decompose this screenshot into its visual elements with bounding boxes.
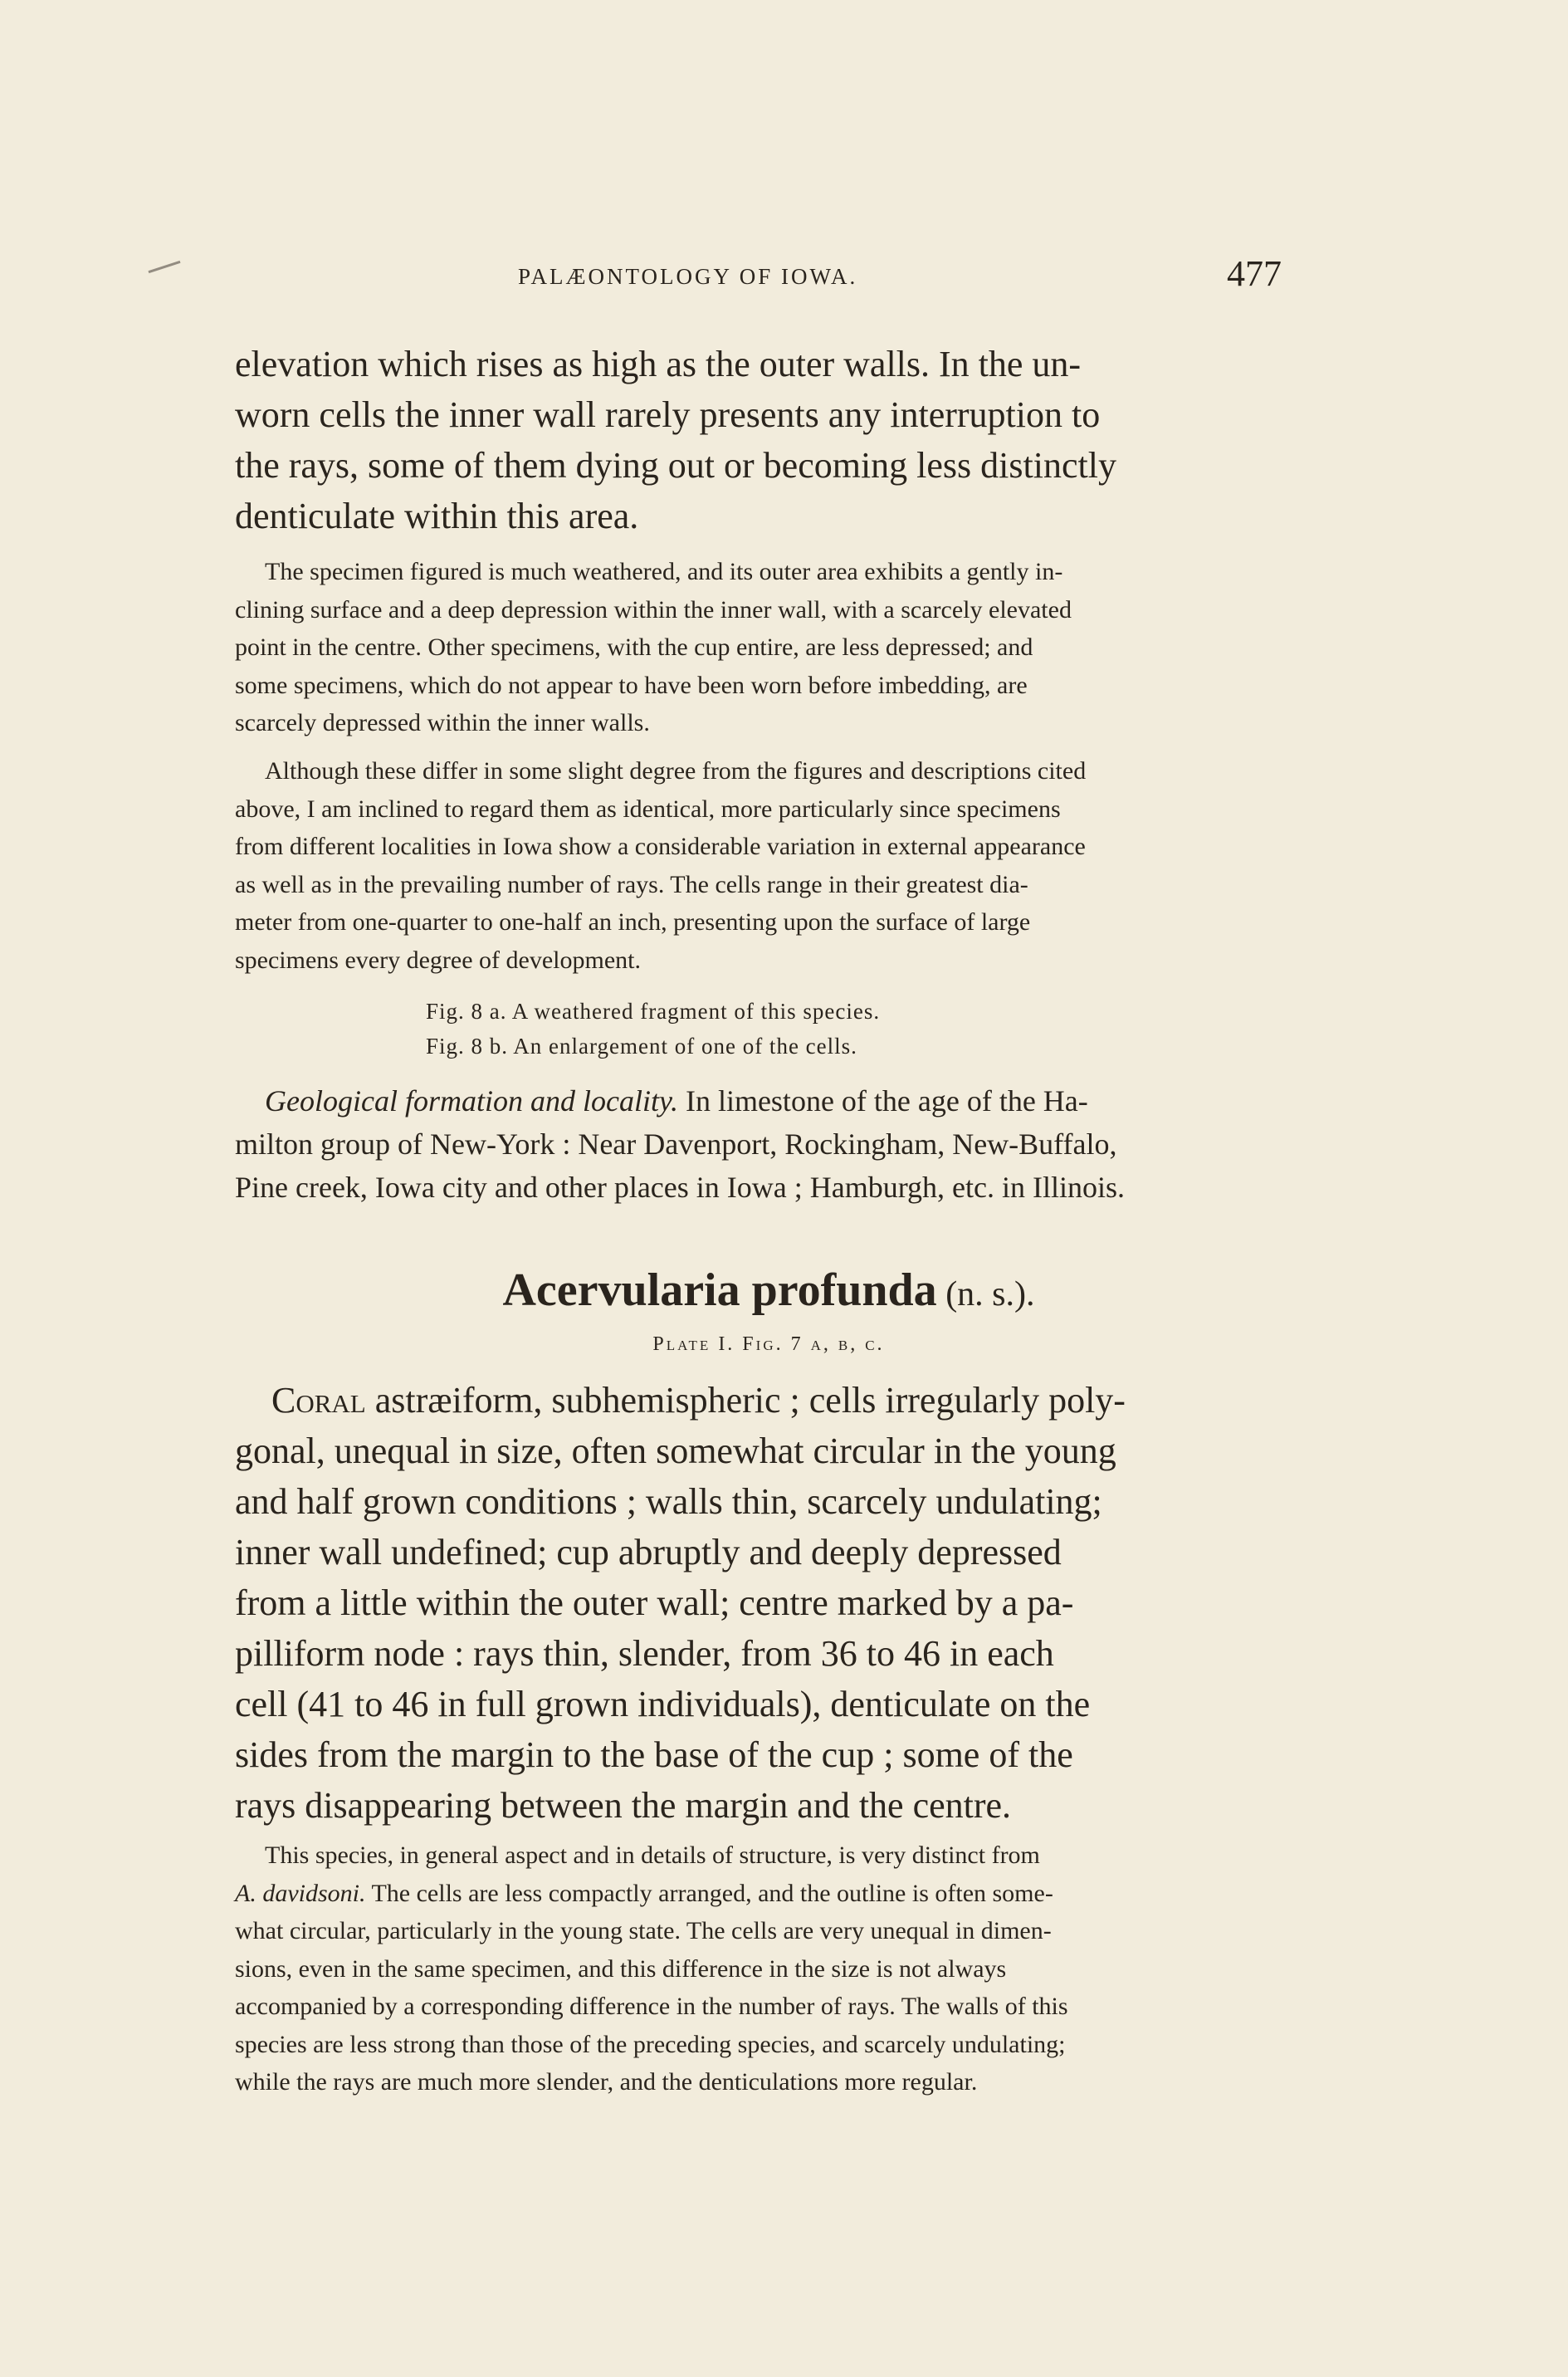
text-line	[235, 1079, 1302, 1122]
specimen-paragraph	[235, 553, 1302, 742]
text-line: Although these differ in some slight degree from the figures and descriptions cited	[265, 757, 1087, 785]
text-line: pilliform node : rays thin, slender, from 36 to 46 in each	[235, 1633, 1054, 1674]
text-line: sions, even in the same specimen, and this difference in the size is not always	[235, 1954, 1007, 1983]
text-line	[235, 1375, 1302, 1426]
figure-caption-a: Fig. 8 a. A weathered fragment of this species.	[426, 999, 881, 1024]
text-line: some specimens, which do not appear to have been worn before imbedding, are	[235, 671, 1028, 699]
text-line: cell (41 to 46 in full grown individuals), denticulate on the	[235, 1684, 1091, 1724]
page-number: 477	[1227, 253, 1282, 294]
text-line: sides from the margin to the base of the cup ; some of the	[235, 1734, 1073, 1775]
geology-line-rest: In limestone of the age of the Ha-	[677, 1084, 1088, 1118]
geology-label: Geological formation and locality.	[265, 1084, 678, 1118]
species-name: Acervularia profunda	[502, 1264, 937, 1316]
running-header	[0, 253, 1568, 307]
text-line: what circular, particularly in the young state. The cells are very unequal in dimen-	[235, 1917, 1052, 1944]
species-suffix: (n. s.).	[936, 1275, 1035, 1313]
text-line: inner wall undefined; cup abruptly and deeply depressed	[235, 1532, 1062, 1572]
text-line	[235, 1875, 1302, 1913]
text-line: as well as in the prevailing number of rays. The cells range in their greatest dia-	[235, 870, 1028, 898]
text-line: denticulate within this area.	[235, 496, 639, 536]
text-line: milton group of New-York : Near Davenport, Rockingham, New-Buffalo,	[235, 1127, 1117, 1161]
species-reference: A. davidsoni.	[235, 1879, 366, 1907]
species-description	[235, 1375, 1302, 1831]
text-line: accompanied by a corresponding difference in the number of rays. The walls of this	[235, 1993, 1068, 2020]
text-line: and half grown conditions ; walls thin, scarcely undulating;	[235, 1481, 1102, 1522]
plate-reference-block	[235, 1333, 1302, 1356]
text-line: species are less strong than those of the preceding species, and scarcely undulating;	[235, 2030, 1066, 2058]
text-line: gonal, unequal in size, often somewhat circular in the young	[235, 1431, 1116, 1471]
text-line: Pine creek, Iowa city and other places in Iowa ; Hamburgh, etc. in Illinois.	[235, 1171, 1126, 1204]
text-line: scarcely depressed within the inner walls.	[235, 709, 650, 736]
paragraph-continuation	[235, 339, 1302, 541]
remarks-paragraph	[235, 1837, 1302, 2101]
description-lead: Coral	[271, 1380, 366, 1421]
remarks-line-rest: The cells are less compactly arranged, and the outline is often some-	[365, 1879, 1053, 1907]
text-line: the rays, some of them dying out or becoming less distinctly	[235, 445, 1116, 486]
text-line: meter from one-quarter to one-half an inch, presenting upon the surface of large	[235, 908, 1031, 936]
text-line: rays disappearing between the margin and the centre.	[235, 1785, 1012, 1826]
species-heading	[235, 1264, 1302, 1317]
text-line: above, I am inclined to regard them as identical, more particularly since specimens	[235, 795, 1061, 823]
figure-captions	[235, 994, 1302, 1064]
text-line: clining surface and a deep depression within the inner wall, with a scarcely elevated	[235, 595, 1072, 624]
text-line: worn cells the inner wall rarely presents any interruption to	[235, 394, 1101, 435]
comparison-paragraph	[235, 752, 1302, 979]
text-line: specimens every degree of development.	[235, 946, 641, 974]
header-title: PALÆONTOLOGY OF IOWA.	[518, 264, 858, 289]
description-line-rest: astræiform, subhemispheric ; cells irregularly poly-	[365, 1380, 1126, 1421]
text-line: elevation which rises as high as the outer walls. In the un-	[235, 344, 1082, 384]
text-line: from a little within the outer wall; centre marked by a pa-	[235, 1582, 1074, 1623]
text-line: This species, in general aspect and in details of structure, is very distinct from	[265, 1841, 1040, 1869]
species-heading-block	[235, 1264, 1302, 1317]
plate-reference: Plate I. Fig. 7 a, b, c.	[652, 1333, 885, 1355]
text-line: The specimen figured is much weathered, and its outer area exhibits a gently in-	[265, 558, 1063, 585]
text-line: from different localities in Iowa show a considerable variation in external appearance	[235, 833, 1086, 860]
text-line: point in the centre. Other specimens, with the cup entire, are less depressed; and	[235, 633, 1033, 661]
text-line: while the rays are much more slender, and the denticulations more regular.	[235, 2068, 978, 2096]
geology-paragraph	[235, 1079, 1302, 1209]
figure-caption-b: Fig. 8 b. An enlargement of one of the cells.	[426, 1034, 857, 1059]
